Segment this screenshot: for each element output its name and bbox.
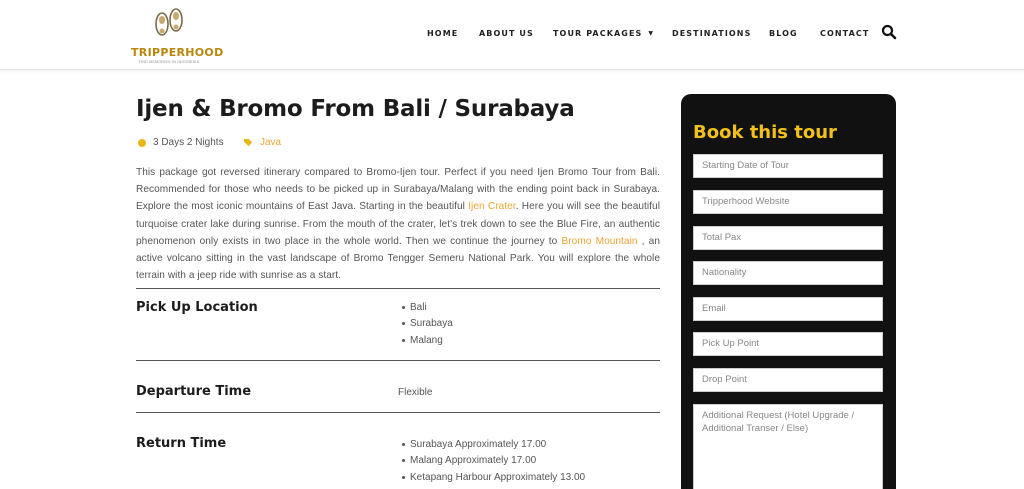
nav-blog[interactable]: BLOG bbox=[769, 29, 798, 38]
departure-value: Flexible bbox=[398, 387, 433, 398]
desc-text-1: This package got reversed itinerary compared to Bromo-Ijen tour. Perfect if you need Ijen Bromo Tour from Bali. Recommended for those who needs to be picked up in Surabaya/Malang with the ending point back in Surabaya. Explore the most iconic mountains of East Java. Starting in the beautiful bbox=[136, 167, 660, 213]
divider bbox=[136, 288, 660, 289]
nav-home[interactable]: HOME bbox=[427, 29, 459, 38]
caret-down-icon: ▼ bbox=[648, 30, 655, 37]
site-header bbox=[0, 0, 1024, 70]
pickup-point-field[interactable]: Pick Up Point bbox=[693, 332, 883, 356]
logo[interactable] bbox=[131, 4, 224, 66]
desc-text-2: . Here you will see the beautiful turquoise crater lake during sunrise. From the mouth of the crater, let’s trek down to see the Blue Fire, an authentic phenomenon only exists in two place in the whole world. Then we continue the journey to bbox=[136, 201, 660, 247]
tour-category-link[interactable]: Java bbox=[260, 137, 282, 148]
list-item: Bali bbox=[410, 300, 453, 316]
start-date-field[interactable]: Starting Date of Tour bbox=[693, 154, 883, 178]
nav-tour-packages-label: TOUR PACKAGES bbox=[553, 29, 643, 38]
return-label: Return Time bbox=[136, 436, 227, 451]
search-icon[interactable] bbox=[881, 24, 897, 40]
brand-tagline: FIND MEMORIES IN INDONESIA bbox=[138, 60, 200, 64]
bromo-mountain-link[interactable]: Bromo Mountain bbox=[561, 235, 638, 247]
desc-text-3: , an active volcano sitting in the vast landscape of Bromo Tengger Semeru National Park. You will explore the whole terrain with a jeep ride with sunrise as a start. bbox=[136, 235, 661, 282]
email-field[interactable]: Email bbox=[693, 297, 883, 321]
ijen-crater-link[interactable]: Ijen Crater bbox=[468, 201, 516, 213]
brand-name: TRIPPERHOOD bbox=[131, 46, 224, 59]
booking-title: Book this tour bbox=[693, 122, 837, 143]
list-item: Malang Approximately 17.00 bbox=[410, 453, 585, 469]
nav-tour-packages[interactable] bbox=[553, 29, 654, 38]
departure-label: Departure Time bbox=[136, 384, 252, 399]
drop-point-field[interactable]: Drop Point bbox=[693, 368, 883, 392]
tour-description bbox=[136, 164, 660, 284]
divider bbox=[136, 412, 660, 413]
tag-icon bbox=[244, 138, 253, 147]
return-list bbox=[410, 437, 585, 486]
nav-contact[interactable]: CONTACT bbox=[820, 29, 870, 38]
total-pax-field[interactable]: Total Pax bbox=[693, 226, 883, 250]
tour-duration: 3 Days 2 Nights bbox=[153, 137, 224, 148]
website-field[interactable]: Tripperhood Website bbox=[693, 190, 883, 214]
list-item: Ketapang Harbour Approximately 13.00 bbox=[410, 470, 585, 486]
list-item: Surabaya Approximately 17.00 bbox=[410, 437, 585, 453]
pickup-label: Pick Up Location bbox=[136, 300, 258, 315]
list-item: Surabaya bbox=[410, 316, 453, 332]
clock-icon bbox=[138, 139, 146, 147]
additional-request-field[interactable]: Additional Request (Hotel Upgrade / Additional Transer / Else) bbox=[693, 404, 883, 489]
list-item: Malang bbox=[410, 333, 453, 349]
booking-panel bbox=[681, 94, 896, 489]
footprints-icon bbox=[151, 4, 187, 44]
divider bbox=[136, 360, 660, 361]
nationality-field[interactable]: Nationality bbox=[693, 261, 883, 285]
nav-destinations[interactable]: DESTINATIONS bbox=[672, 29, 752, 38]
nav-about-us[interactable]: ABOUT US bbox=[479, 29, 534, 38]
page-title: Ijen & Bromo From Bali / Surabaya bbox=[136, 96, 575, 122]
pickup-list bbox=[410, 300, 453, 349]
